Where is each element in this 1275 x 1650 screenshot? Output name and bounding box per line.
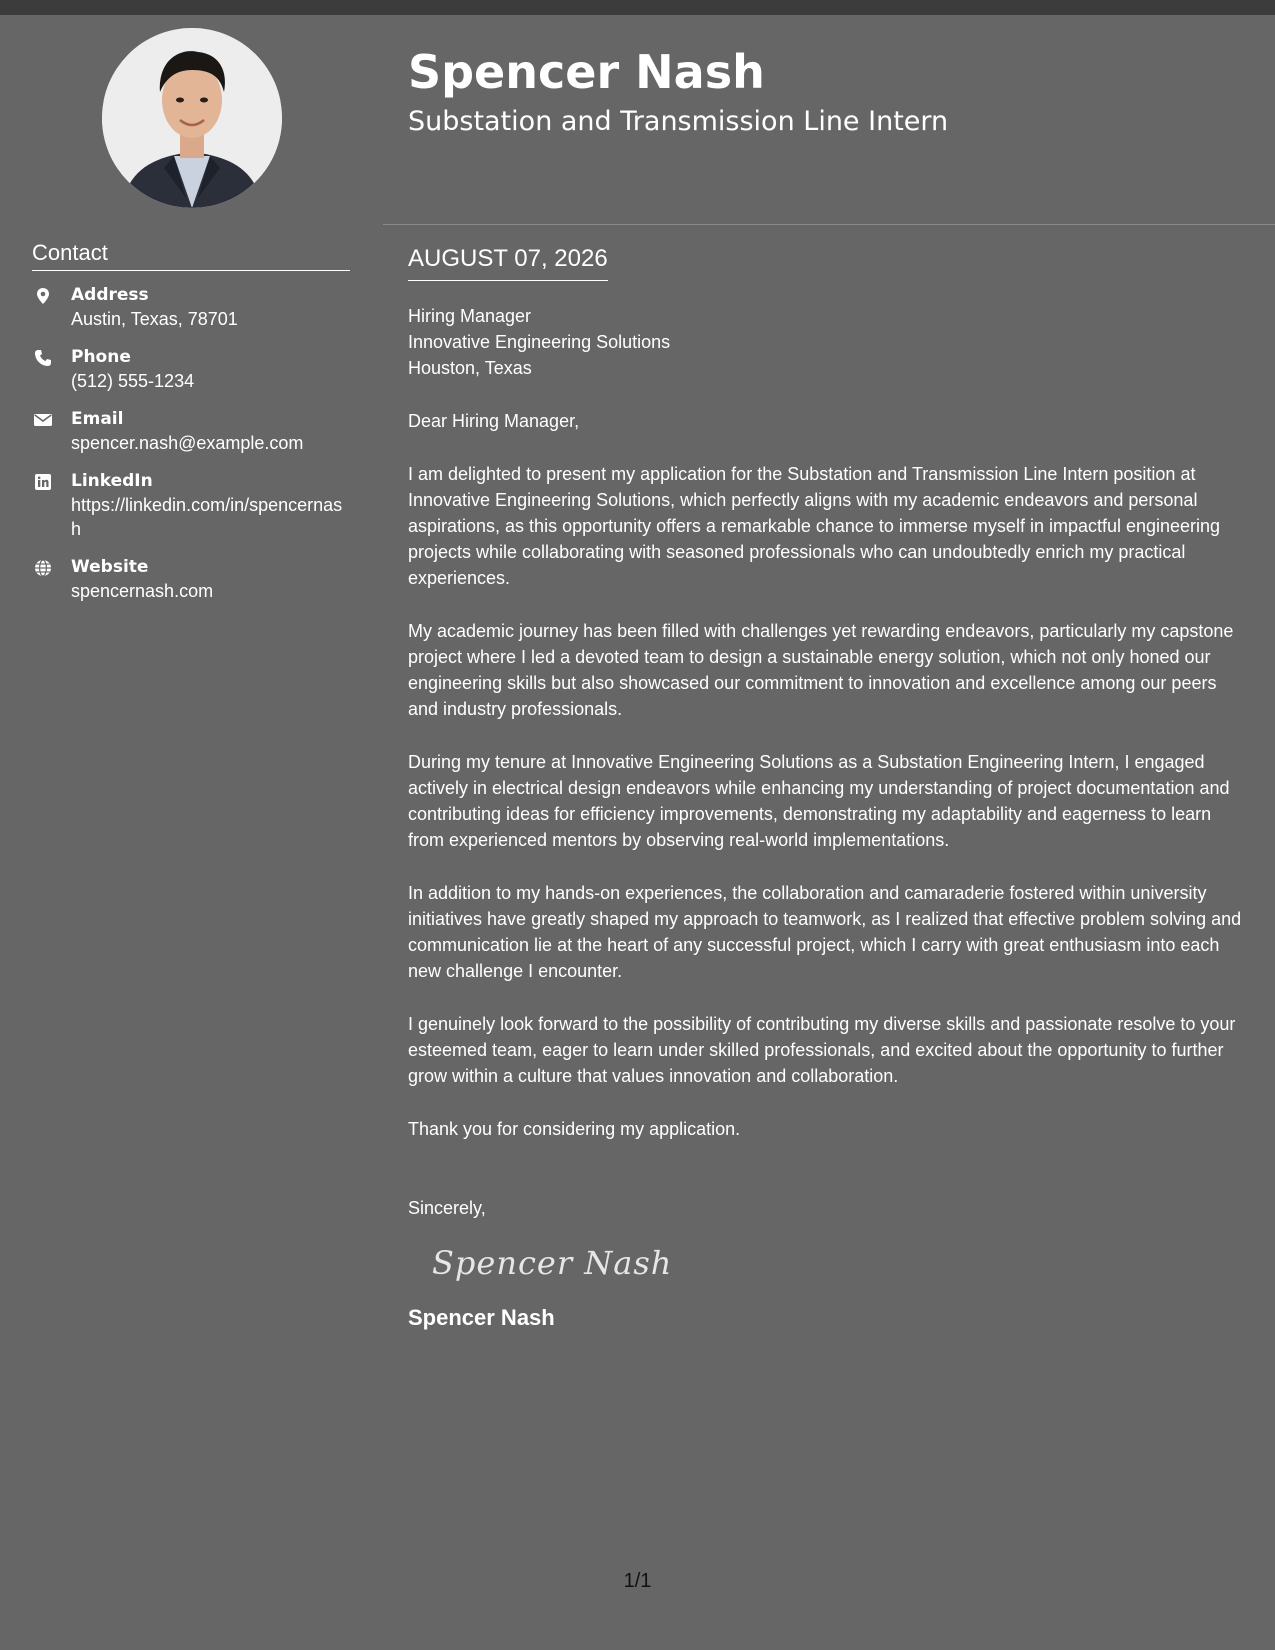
contact-label: Address xyxy=(71,285,149,305)
letter-date: AUGUST 07, 2026 xyxy=(408,244,608,281)
linkedin-value[interactable]: https://linkedin.com/in/spencernash xyxy=(71,495,343,539)
website-value[interactable]: spencernash.com xyxy=(71,581,214,601)
closing: Sincerely, xyxy=(408,1198,486,1218)
contact-label: LinkedIn xyxy=(71,471,153,491)
globe-icon xyxy=(34,559,52,577)
contact-item-email xyxy=(32,408,352,455)
map-pin-icon xyxy=(34,287,52,305)
recipient-line: Innovative Engineering Solutions xyxy=(408,332,671,352)
handwritten-signature: Spencer Nash xyxy=(432,1244,673,1282)
salutation: Dear Hiring Manager, xyxy=(408,411,580,431)
thanks-line: Thank you for considering my application. xyxy=(408,1119,741,1139)
envelope-icon xyxy=(34,411,52,429)
top-bar xyxy=(0,0,1275,15)
header-divider xyxy=(383,224,1275,225)
contact-heading: Contact xyxy=(32,240,350,271)
recipient-block xyxy=(408,303,1250,381)
signer-name: Spencer Nash xyxy=(408,1305,555,1330)
letter-paragraph: In addition to my hands-on experiences, the collaboration and camaraderie fostered within university initiatives have greatly shaped my approach to teamwork, as I realized that effective problem solving and communication lie at the heart of any successful project, which I carry with great enthusiasm into each new challenge I encounter. xyxy=(408,883,1242,981)
letter-paragraph: My academic journey has been filled with challenges yet rewarding endeavors, particularly my capstone project where I led a devoted team to design a sustainable energy solution, which not only honed our engineering skills but also showcased our commitment to innovation and excellence among our peers and industry professionals. xyxy=(408,621,1234,719)
letter-paragraph: During my tenure at Innovative Engineering Solutions as a Substation Engineering Intern, I engaged actively in electrical design endeavors while enhancing my understanding of project documentation and contributing ideas for efficiency improvements, demonstrating my adaptability and eagerness to learn from experienced mentors by observing real-world implementations. xyxy=(408,752,1230,850)
letter-paragraph: I genuinely look forward to the possibility of contributing my diverse skills and passionate resolve to your esteemed team, eager to learn under skilled professionals, and excited about the opportunity to further grow within a culture that values innovation and collaboration. xyxy=(408,1014,1236,1086)
applicant-name: Spencer Nash xyxy=(408,45,765,99)
contact-item-website xyxy=(32,556,352,603)
recipient-line: Hiring Manager xyxy=(408,306,532,326)
contact-label: Website xyxy=(71,557,149,577)
contact-item-address xyxy=(32,284,352,331)
contact-label: Phone xyxy=(71,347,131,367)
page-number: 1/1 xyxy=(623,1570,652,1592)
address-value: Austin, Texas, 78701 xyxy=(71,309,238,329)
contact-list xyxy=(32,284,352,618)
linkedin-icon xyxy=(34,473,52,491)
letter-paragraph: I am delighted to present my application for the Substation and Transmission Line Intern position at Innovative Engineering Solutions, which perfectly aligns with my academic endeavors and personal aspirations, as this opportunity offers a remarkable chance to immerse myself in impactful engineering projects while collaborating with seasoned professionals who can undoubtedly enrich my practical experiences. xyxy=(408,464,1221,588)
contact-label: Email xyxy=(71,409,124,429)
job-title: Substation and Transmission Line Intern xyxy=(408,106,949,137)
contact-item-linkedin xyxy=(32,470,352,541)
phone-icon xyxy=(34,349,52,367)
letter-body xyxy=(408,303,1250,1333)
profile-photo xyxy=(102,28,282,208)
recipient-line: Houston, Texas xyxy=(408,358,532,378)
phone-value[interactable]: (512) 555-1234 xyxy=(71,371,195,391)
contact-item-phone xyxy=(32,346,352,393)
email-value[interactable]: spencer.nash@example.com xyxy=(71,433,304,453)
